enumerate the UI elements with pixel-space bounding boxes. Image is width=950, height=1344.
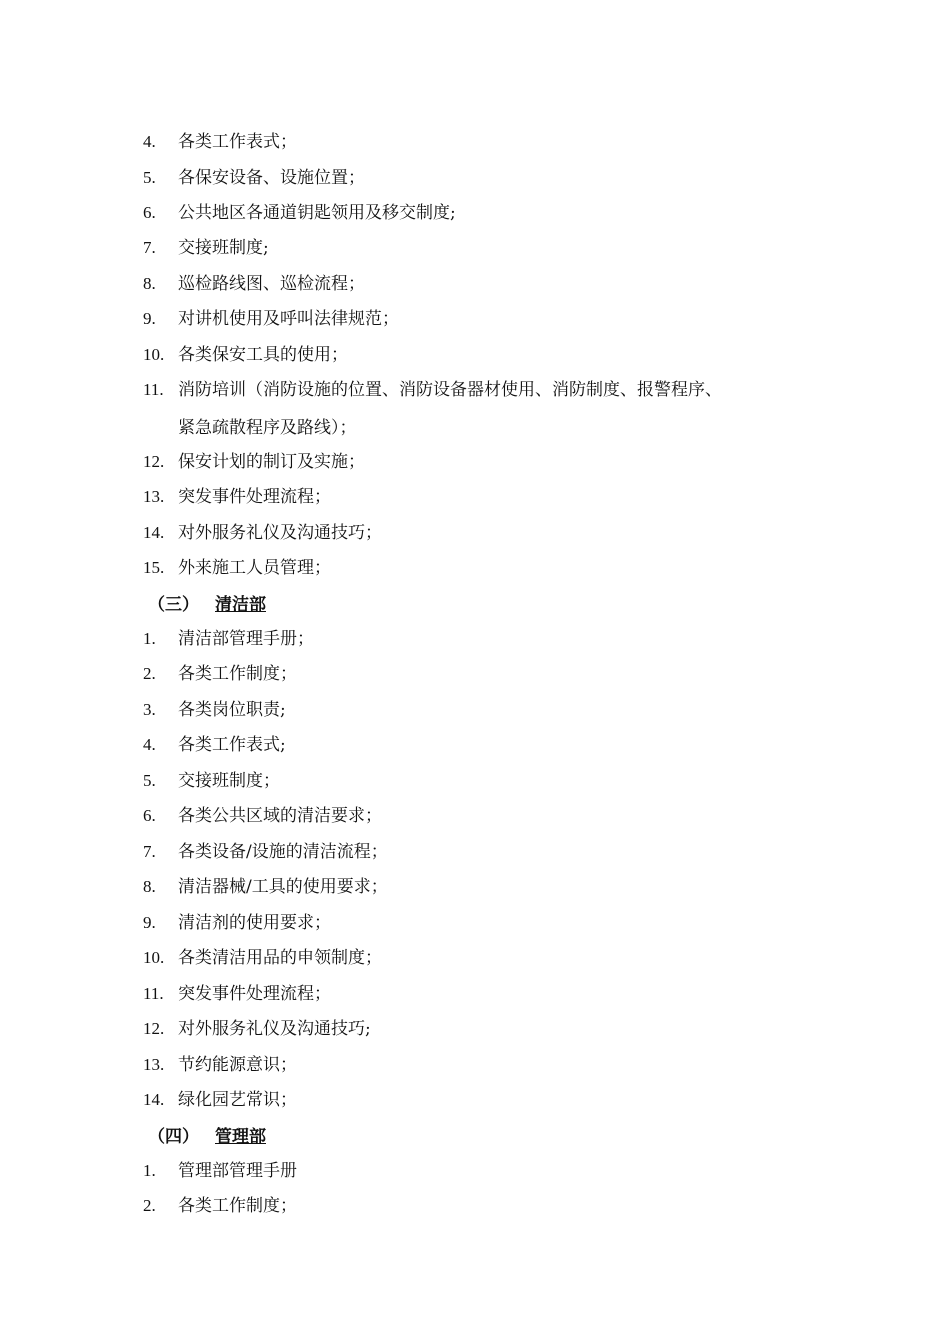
list-item — [143, 236, 269, 260]
list-item — [143, 875, 388, 899]
list-item — [143, 130, 297, 154]
item-number: 8. — [143, 877, 156, 896]
item-text: 保安计划的制订及实施； — [178, 452, 365, 472]
item-text: 交接班制度； — [178, 771, 280, 791]
item-text: 各保安设备、设施位置； — [178, 168, 365, 188]
item-text: 管理部管理手册 — [178, 1161, 297, 1181]
list-item — [143, 1017, 371, 1041]
item-number: 3. — [143, 700, 156, 719]
item-text: 各类保安工具的使用； — [178, 345, 348, 365]
item-text: 各类设备/设施的清洁流程； — [178, 842, 388, 862]
item-text: 对讲机使用及呼叫法律规范； — [178, 309, 399, 329]
section-index: （三） — [148, 595, 199, 615]
list-item — [143, 272, 365, 296]
item-text: 外来施工人员管理； — [178, 558, 331, 578]
list-item — [143, 804, 382, 828]
item-number: 9. — [143, 309, 156, 328]
list-item — [143, 343, 348, 367]
item-text: 消防培训（消防设施的位置、消防设备器材使用、消防制度、报警程序、 — [178, 380, 722, 400]
item-number: 10. — [143, 948, 165, 967]
item-text: 各类清洁用品的申领制度； — [178, 948, 382, 968]
list-item — [143, 627, 314, 651]
list-item — [143, 946, 382, 970]
item-number: 6. — [143, 203, 156, 222]
list-item — [143, 307, 399, 331]
item-text: 清洁部管理手册； — [178, 629, 314, 649]
list-item — [143, 201, 456, 225]
item-number: 2. — [143, 664, 156, 683]
section-title: 管理部 — [215, 1127, 266, 1147]
item-text: 清洁器械/工具的使用要求； — [178, 877, 388, 897]
item-number: 14. — [143, 523, 165, 542]
item-text: 各类工作表式; — [178, 735, 286, 755]
item-text: 各类工作制度； — [178, 1196, 297, 1216]
item-number: 1. — [143, 629, 156, 648]
item-number: 13. — [143, 1055, 165, 1074]
item-text: 各类工作表式； — [178, 132, 297, 152]
item-text: 绿化园艺常识； — [178, 1090, 297, 1110]
item-text: 紧急疏散程序及路线）； — [178, 418, 357, 438]
list-item — [143, 982, 331, 1006]
list-item — [143, 378, 722, 402]
item-text: 突发事件处理流程； — [178, 984, 331, 1004]
item-text: 对外服务礼仪及沟通技巧; — [178, 1019, 371, 1039]
item-text: 各类工作制度； — [178, 664, 297, 684]
item-text: 节约能源意识； — [178, 1055, 297, 1075]
item-number: 12. — [143, 1019, 165, 1038]
item-number: 7. — [143, 238, 156, 257]
item-number: 15. — [143, 558, 165, 577]
item-number: 11. — [143, 380, 164, 399]
list-item — [143, 556, 331, 580]
item-number: 1. — [143, 1161, 156, 1180]
section-title: 清洁部 — [215, 595, 266, 615]
item-number: 5. — [143, 771, 156, 790]
item-text: 突发事件处理流程； — [178, 487, 331, 507]
item-number: 9. — [143, 913, 156, 932]
item-number: 6. — [143, 806, 156, 825]
list-item — [143, 733, 286, 757]
item-text: 各类公共区域的清洁要求； — [178, 806, 382, 826]
list-item — [143, 1194, 297, 1218]
item-number: 11. — [143, 984, 164, 1003]
item-text: 各类岗位职责; — [178, 700, 286, 720]
list-item — [143, 1053, 297, 1077]
item-text: 公共地区各通道钥匙领用及移交制度; — [178, 203, 456, 223]
item-number: 5. — [143, 168, 156, 187]
list-item — [143, 450, 365, 474]
list-item — [143, 911, 331, 935]
list-item — [143, 166, 365, 190]
item-number: 10. — [143, 345, 165, 364]
list-item — [143, 485, 331, 509]
item-number: 2. — [143, 1196, 156, 1215]
item-number: 12. — [143, 452, 165, 471]
list-item — [143, 1159, 297, 1183]
item-number: 4. — [143, 735, 156, 754]
list-item — [143, 698, 286, 722]
list-item — [143, 840, 388, 864]
item-number: 14. — [143, 1090, 165, 1109]
list-item — [143, 662, 297, 686]
list-item-continuation — [178, 416, 357, 440]
item-number: 7. — [143, 842, 156, 861]
item-text: 清洁剂的使用要求； — [178, 913, 331, 933]
item-number: 8. — [143, 274, 156, 293]
section-index: （四） — [148, 1127, 199, 1147]
item-text: 对外服务礼仪及沟通技巧； — [178, 523, 382, 543]
section-heading-cleaning — [148, 593, 266, 617]
item-text: 巡检路线图、巡检流程； — [178, 274, 365, 294]
list-item — [143, 769, 280, 793]
list-item — [143, 521, 382, 545]
item-number: 4. — [143, 132, 156, 151]
item-number: 13. — [143, 487, 165, 506]
list-item — [143, 1088, 297, 1112]
item-text: 交接班制度; — [178, 238, 269, 258]
section-heading-management — [148, 1125, 266, 1149]
